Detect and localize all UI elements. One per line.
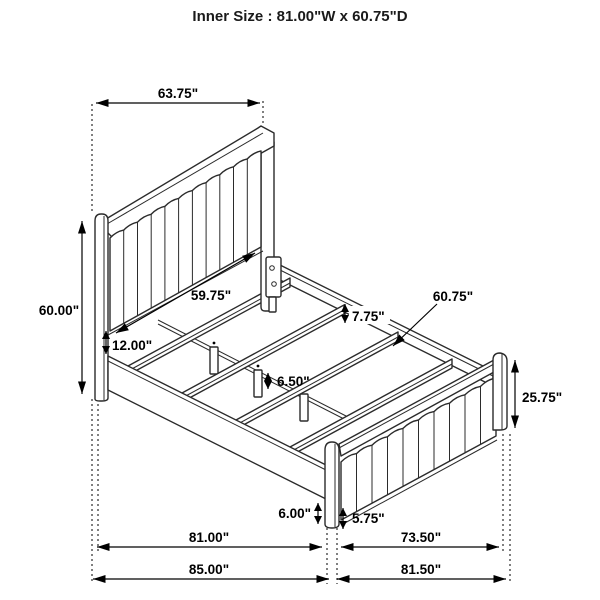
dimension-rail-clearance [278,503,318,524]
bracket-hole [272,282,277,287]
dim-label-footboard-outer-span: 81.50" [400,562,442,577]
center-leg [300,394,308,421]
dim-label-center-leg-height: 6.50" [277,374,310,389]
bracket-hole [270,266,275,271]
footboard-near-post [325,442,339,528]
headboard-left-post [95,214,108,401]
dimension-footboard-height [515,360,562,428]
dimension-inner-length [97,530,322,547]
dim-label-headboard-inner-width: 59.75" [190,288,232,303]
dimension-slat-drop [345,304,390,324]
dim-label-slat-length: 60.75" [432,289,474,304]
dim-label-rail-clearance: 6.00" [278,506,311,521]
bed-drawing [95,126,507,528]
dim-label-slat-drop: 7.75" [352,309,385,324]
dim-label-overall-length: 85.00" [188,562,230,577]
diagram-title: Inner Size : 81.00"W x 60.75"D [192,8,408,25]
footboard-far-post [493,353,507,430]
dimension-footboard-inner-span [341,530,499,547]
center-leg [254,370,262,397]
dim-label-footboard-height: 25.75" [522,390,563,405]
center-leg [210,347,218,374]
dimension-center-leg-height [268,373,310,389]
dim-label-headboard-height: 60.00" [38,303,80,318]
dimension-overall-length [93,562,329,579]
dim-label-rail-height: 12.00" [112,338,153,353]
dim-label-footboard-inner-span: 73.50" [400,530,442,545]
dimension-rail-height [106,331,152,354]
dimension-headboard-height [39,221,82,394]
dimension-footboard-outer-span [337,562,506,579]
dimension-headboard-width [96,86,260,103]
dim-label-headboard-width: 63.75" [157,86,199,101]
dim-label-inner-length: 81.00" [188,530,230,545]
rail-bracket [266,257,281,297]
dim-label-footboard-leg-height: 5.75" [352,511,385,526]
